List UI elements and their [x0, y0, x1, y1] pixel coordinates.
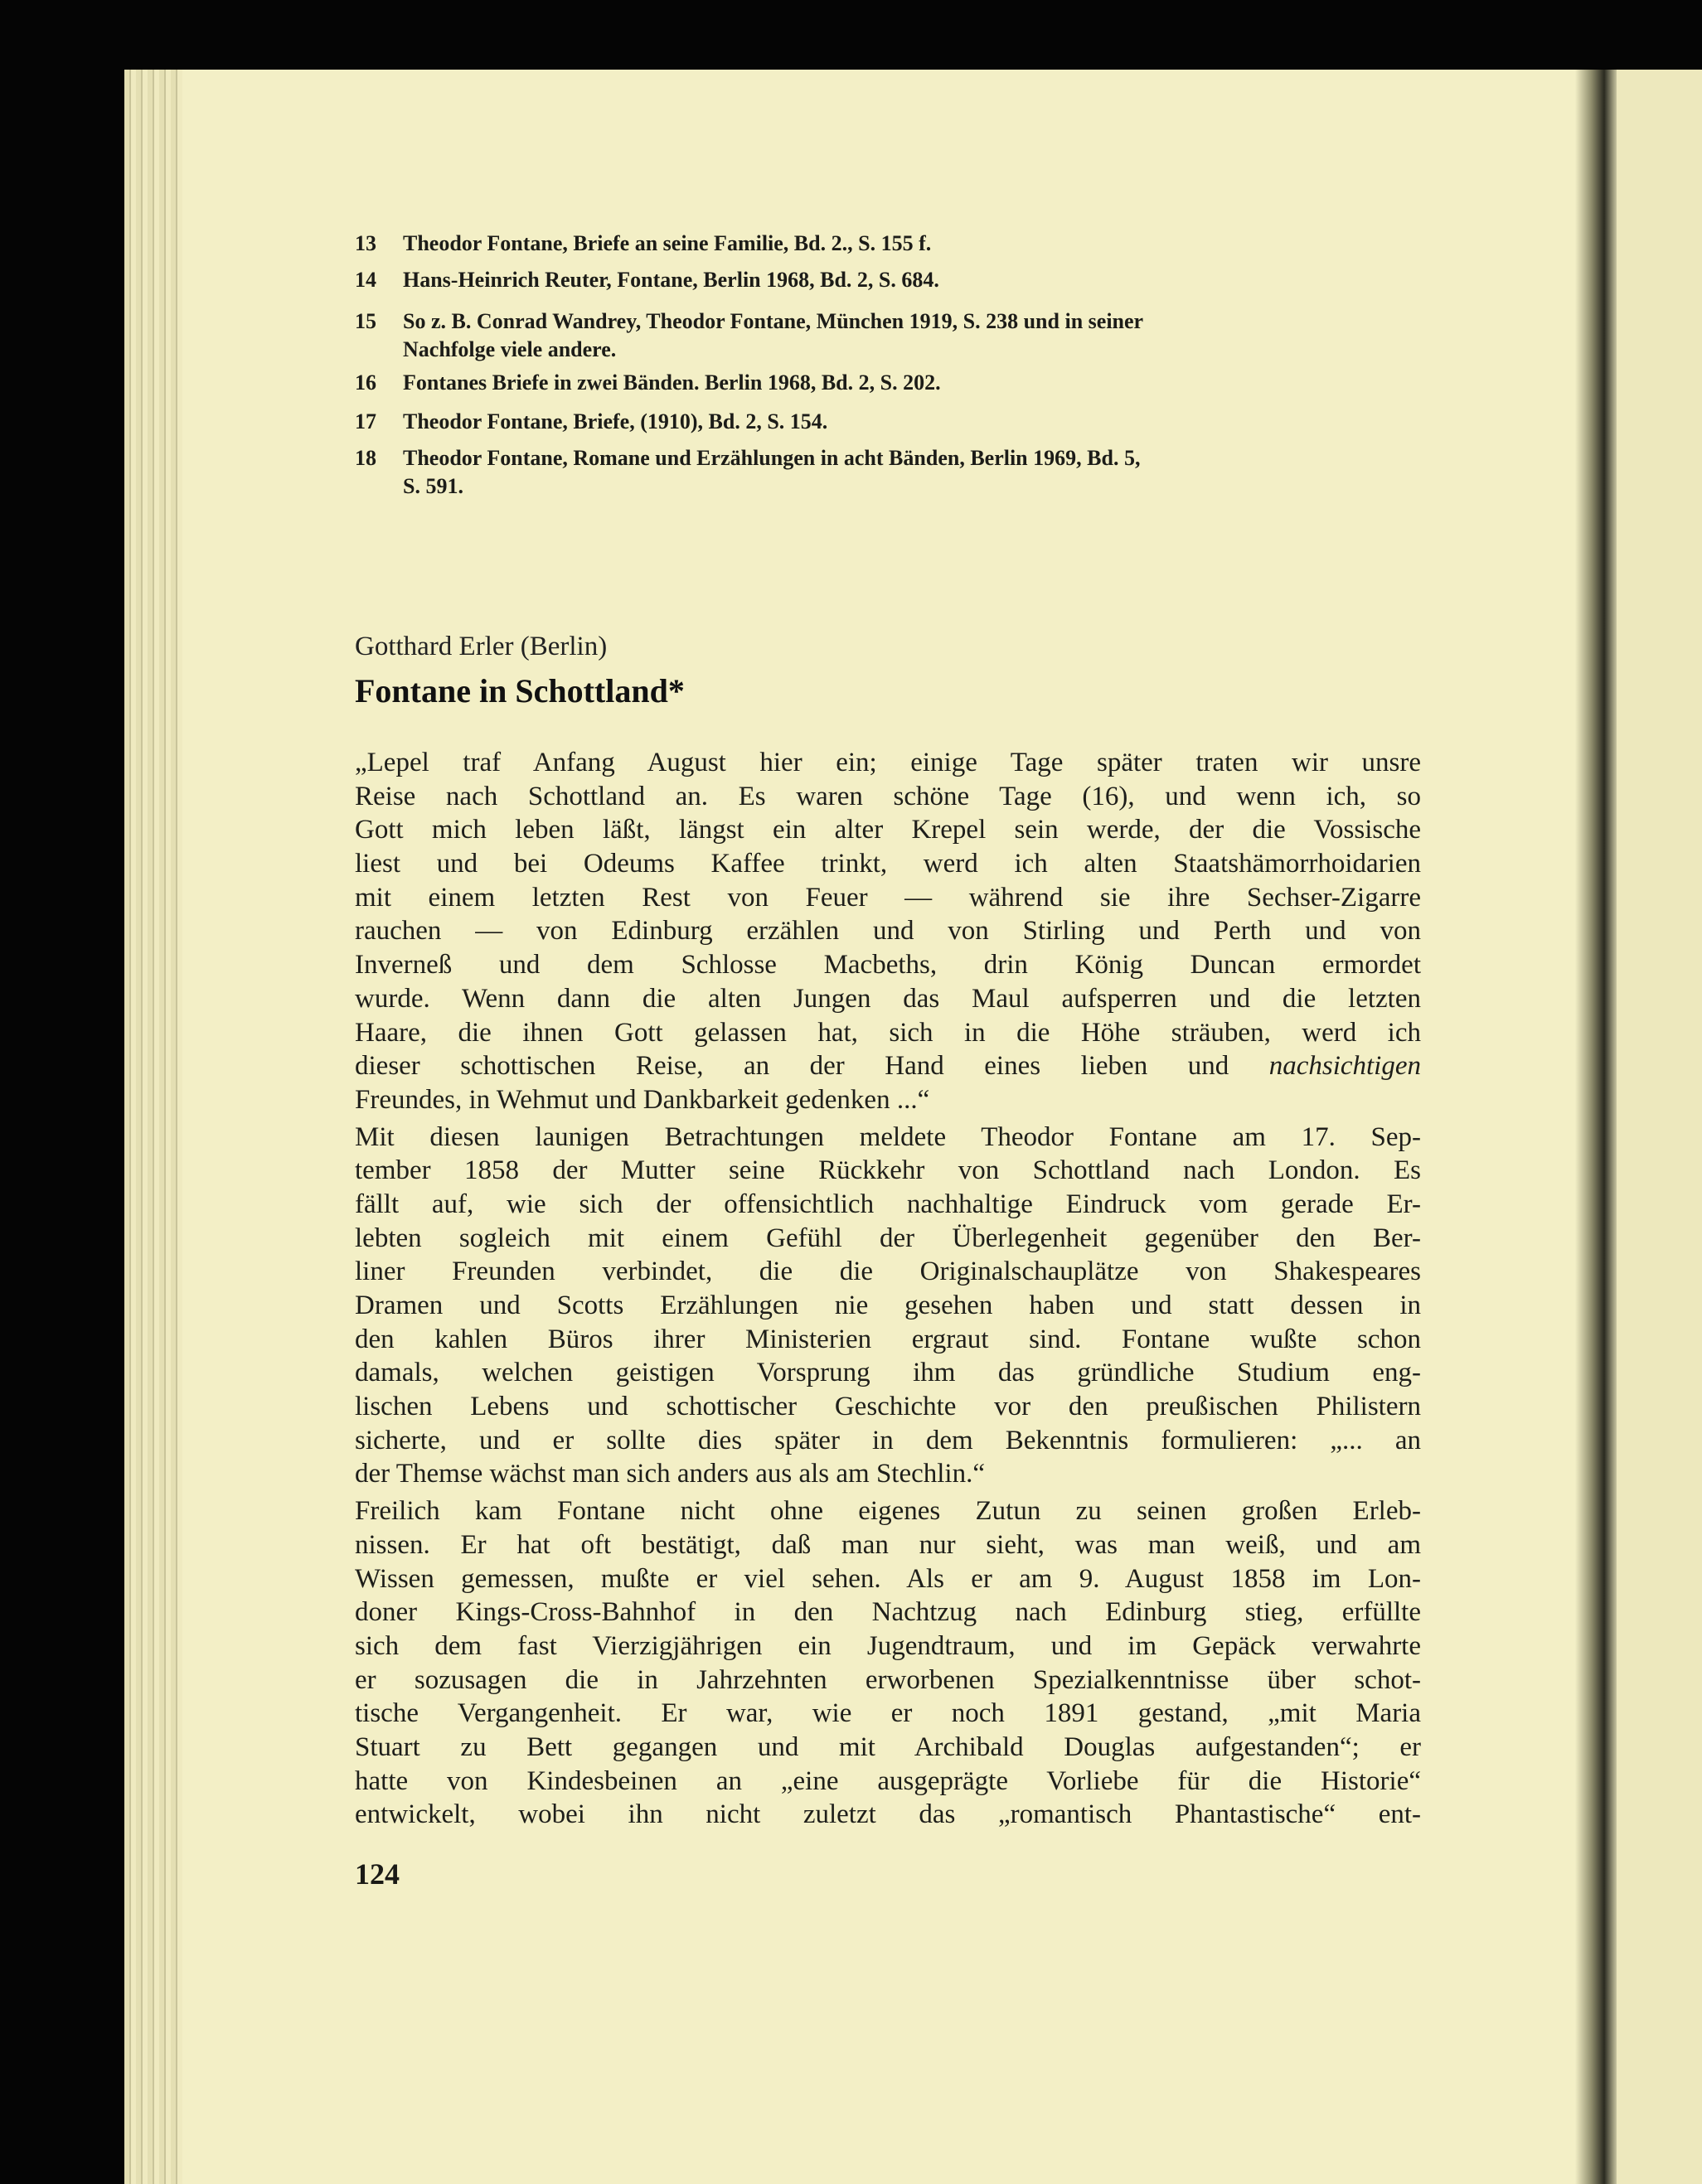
text-line: [355, 1457, 1421, 1491]
footnote-number: 18: [355, 446, 376, 470]
text-line: [355, 1663, 1421, 1697]
footnote-text: Fontanes Briefe in zwei Bänden. Berlin 1968, Bd. 2, S. 202.: [403, 370, 941, 395]
paragraph: [355, 1494, 1421, 1832]
paragraph: [355, 1121, 1421, 1492]
footnote: [355, 308, 1424, 364]
text-line: [355, 1390, 1421, 1424]
footnote-text: Nachfolge viele andere.: [403, 337, 617, 361]
text-segment: tember 1858 der Mutter seine Rückkehr von Schottland nach London. Es: [355, 1155, 1421, 1186]
text-segment: mit einem letzten Rest von Feuer — während sie ihre Sechser-Zigarre: [355, 882, 1421, 913]
text-line: [355, 914, 1421, 948]
article-body: [355, 746, 1421, 1835]
text-segment: Mit diesen launigen Betrachtungen meldete Theodor Fontane am 17. Sep-: [355, 1121, 1421, 1152]
text-segment: entwickelt, wobei ihn nicht zuletzt das „romantisch Phantastische“ ent-: [355, 1799, 1421, 1830]
text-line: [355, 982, 1421, 1016]
text-segment: hatte von Kindesbeinen an „eine ausgeprägte Vorliebe für die Historie“: [355, 1765, 1421, 1796]
italic-emphasis: nachsichtigen: [1268, 1051, 1421, 1082]
text-line: [355, 1323, 1421, 1357]
footnote: [355, 369, 1424, 397]
text-segment: Gott mich leben läßt, längst ein alter Krepel sein werde, der die Vossische: [355, 815, 1421, 845]
text-line: [355, 1765, 1421, 1799]
text-line: [355, 1562, 1421, 1596]
book-gutter: [1575, 70, 1617, 2184]
text-line: [355, 1222, 1421, 1256]
footnote-number: 17: [355, 409, 376, 433]
text-segment: er sozusagen die in Jahrzehnten erworbenen Spezialkenntnisse über schot-: [355, 1664, 1421, 1695]
text-line: [355, 1697, 1421, 1731]
text-segment: sicherte, und er sollte dies später in dem Bekenntnis formulieren: „... an: [355, 1425, 1421, 1455]
text-segment: lischen Lebens und schottischer Geschichte vor den preußischen Philistern: [355, 1392, 1421, 1422]
text-line: [355, 1049, 1421, 1083]
text-line: [355, 1121, 1421, 1155]
text-line: [355, 746, 1421, 780]
text-line: [355, 1016, 1421, 1050]
footnote-number: 13: [355, 231, 376, 255]
facing-page: [1617, 70, 1702, 2184]
footnote-number: 16: [355, 370, 376, 395]
text-segment: der Themse wächst man sich anders aus als am Stechlin.“: [355, 1459, 985, 1489]
text-line: [355, 1083, 1421, 1117]
text-line: [355, 1289, 1421, 1323]
text-segment: tische Vergangenheit. Er war, wie er noch 1891 gestand, „mit Maria: [355, 1698, 1421, 1729]
footnote-text: Theodor Fontane, Romane und Erzählungen in acht Bänden, Berlin 1969, Bd. 5,: [403, 446, 1141, 470]
text-line: [355, 1424, 1421, 1458]
text-segment: Haare, die ihnen Gott gelassen hat, sich in die Höhe sträuben, werd ich: [355, 1017, 1421, 1048]
text-segment: Dramen und Scotts Erzählungen nie gesehen haben und statt dessen in: [355, 1291, 1421, 1320]
text-line: [355, 1630, 1421, 1663]
footnote-text: S. 591.: [403, 474, 463, 498]
text-segment: dieser schottischen Reise, an der Hand eines lieben und: [355, 1051, 1269, 1082]
text-line: [355, 1255, 1421, 1289]
text-segment: den kahlen Büros ihrer Ministerien ergraut sind. Fontane wußte schon: [355, 1324, 1421, 1354]
text-segment: Inverneß und dem Schlosse Macbeths, drin König Duncan ermordet: [355, 950, 1421, 981]
footnote: [355, 408, 1424, 436]
article-title: Fontane in Schottland*: [355, 672, 685, 709]
footnote-text: Theodor Fontane, Briefe an seine Familie, Bd. 2., S. 155 f.: [403, 231, 932, 255]
text-segment: nissen. Er hat oft bestätigt, daß man nur sieht, was man weiß, und am: [355, 1529, 1421, 1560]
text-line: [355, 948, 1421, 982]
text-segment: sich dem fast Vierzigjährigen ein Jugendtraum, und im Gepäck verwahrte: [355, 1630, 1421, 1661]
footnote-text: Hans-Heinrich Reuter, Fontane, Berlin 1968, Bd. 2, S. 684.: [403, 268, 939, 292]
footnote: [355, 266, 1424, 294]
text-segment: Reise nach Schottland an. Es waren schöne Tage (16), und wenn ich, so: [355, 781, 1421, 811]
text-line: [355, 1356, 1421, 1390]
footnote-text: Theodor Fontane, Briefe, (1910), Bd. 2, S. 154.: [403, 409, 828, 433]
text-line: [355, 1528, 1421, 1562]
text-segment: liest und bei Odeums Kaffee trinkt, werd ich alten Staatshämorrhoidarien: [355, 849, 1421, 879]
text-line: [355, 1154, 1421, 1188]
footnote: [355, 444, 1424, 501]
text-segment: Freundes, in Wehmut und Dankbarkeit gedenken ...“: [355, 1084, 930, 1115]
text-line: [355, 780, 1421, 814]
text-segment: doner Kings-Cross-Bahnhof in den Nachtzug nach Edinburg stieg, erfüllte: [355, 1597, 1421, 1628]
text-segment: Wissen gemessen, mußte er viel sehen. Als er am 9. August 1858 im Lon-: [355, 1563, 1421, 1594]
paragraph: [355, 746, 1421, 1117]
page-number: 124: [355, 1857, 400, 1891]
text-line: [355, 881, 1421, 915]
text-segment: wurde. Wenn dann die alten Jungen das Maul aufsperren und die letzten: [355, 983, 1421, 1014]
footnote-number: 14: [355, 268, 376, 292]
footnote: [355, 230, 1424, 258]
text-segment: lebten sogleich mit einem Gefühl der Überlegenheit gegenüber den Ber-: [355, 1223, 1421, 1253]
text-segment: fällt auf, wie sich der offensichtlich nachhaltige Eindruck vom gerade Er-: [355, 1189, 1421, 1219]
text-line: [355, 1494, 1421, 1528]
text-line: [355, 847, 1421, 881]
text-segment: damals, welchen geistigen Vorsprung ihm das gründliche Studium eng-: [355, 1358, 1421, 1388]
text-line: [355, 1731, 1421, 1765]
text-segment: Freilich kam Fontane nicht ohne eigenes Zutun zu seinen großen Erleb-: [355, 1496, 1421, 1527]
text-line: [355, 1596, 1421, 1630]
article-author: Gotthard Erler (Berlin): [355, 632, 608, 661]
text-line: [355, 813, 1421, 847]
text-line: [355, 1798, 1421, 1832]
text-line: [355, 1188, 1421, 1222]
text-segment: Stuart zu Bett gegangen und mit Archibald Douglas aufgestanden“; er: [355, 1731, 1421, 1762]
footnote-number: 15: [355, 309, 376, 333]
text-segment: rauchen — von Edinburg erzählen und von Stirling und Perth und von: [355, 916, 1421, 947]
footnote-text: So z. B. Conrad Wandrey, Theodor Fontane, München 1919, S. 238 und in seiner: [403, 309, 1144, 333]
text-segment: liner Freunden verbindet, die die Originalschauplätze von Shakespeares: [355, 1257, 1421, 1287]
text-segment: „Lepel traf Anfang August hier ein; einige Tage später traten wir unsre: [355, 748, 1421, 777]
page-edges: [124, 70, 182, 2184]
